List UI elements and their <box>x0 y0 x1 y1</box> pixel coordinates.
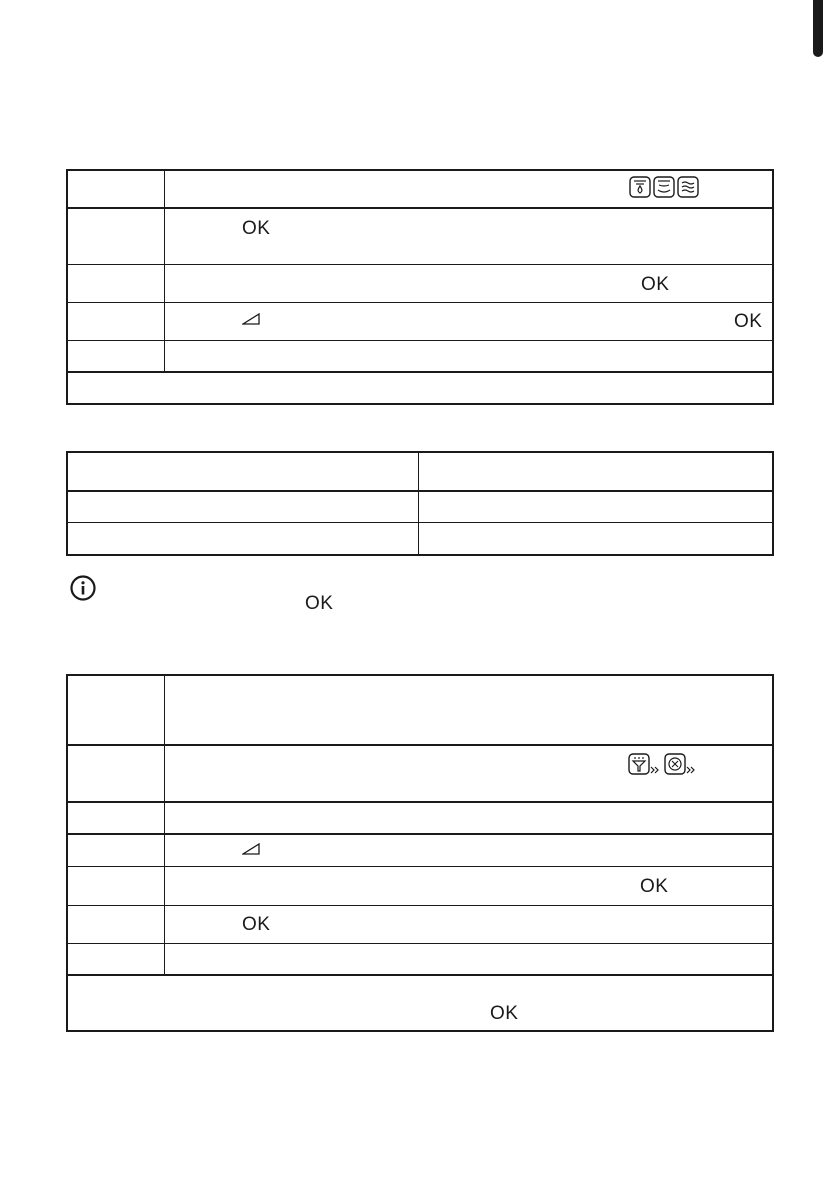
cleaning-icon <box>664 753 698 777</box>
adjust-triangle-icon <box>242 313 260 325</box>
info-icon <box>69 574 97 602</box>
ok-key-label: OK <box>641 274 670 295</box>
ok-key-label: OK <box>490 1003 519 1024</box>
ok-key-label: OK <box>734 311 763 332</box>
steam-tray-icon <box>653 176 675 198</box>
page-edge-bar <box>813 0 823 57</box>
ok-key-label: OK <box>640 876 669 897</box>
ok-key-label: OK <box>242 914 271 935</box>
steam-drop-icon <box>629 176 651 198</box>
ok-key-label: OK <box>305 593 334 614</box>
adjust-triangle-icon <box>242 843 260 855</box>
descaling-icon <box>628 753 662 777</box>
ok-key-label: OK <box>242 218 271 239</box>
steam-waves-icon <box>677 176 699 198</box>
